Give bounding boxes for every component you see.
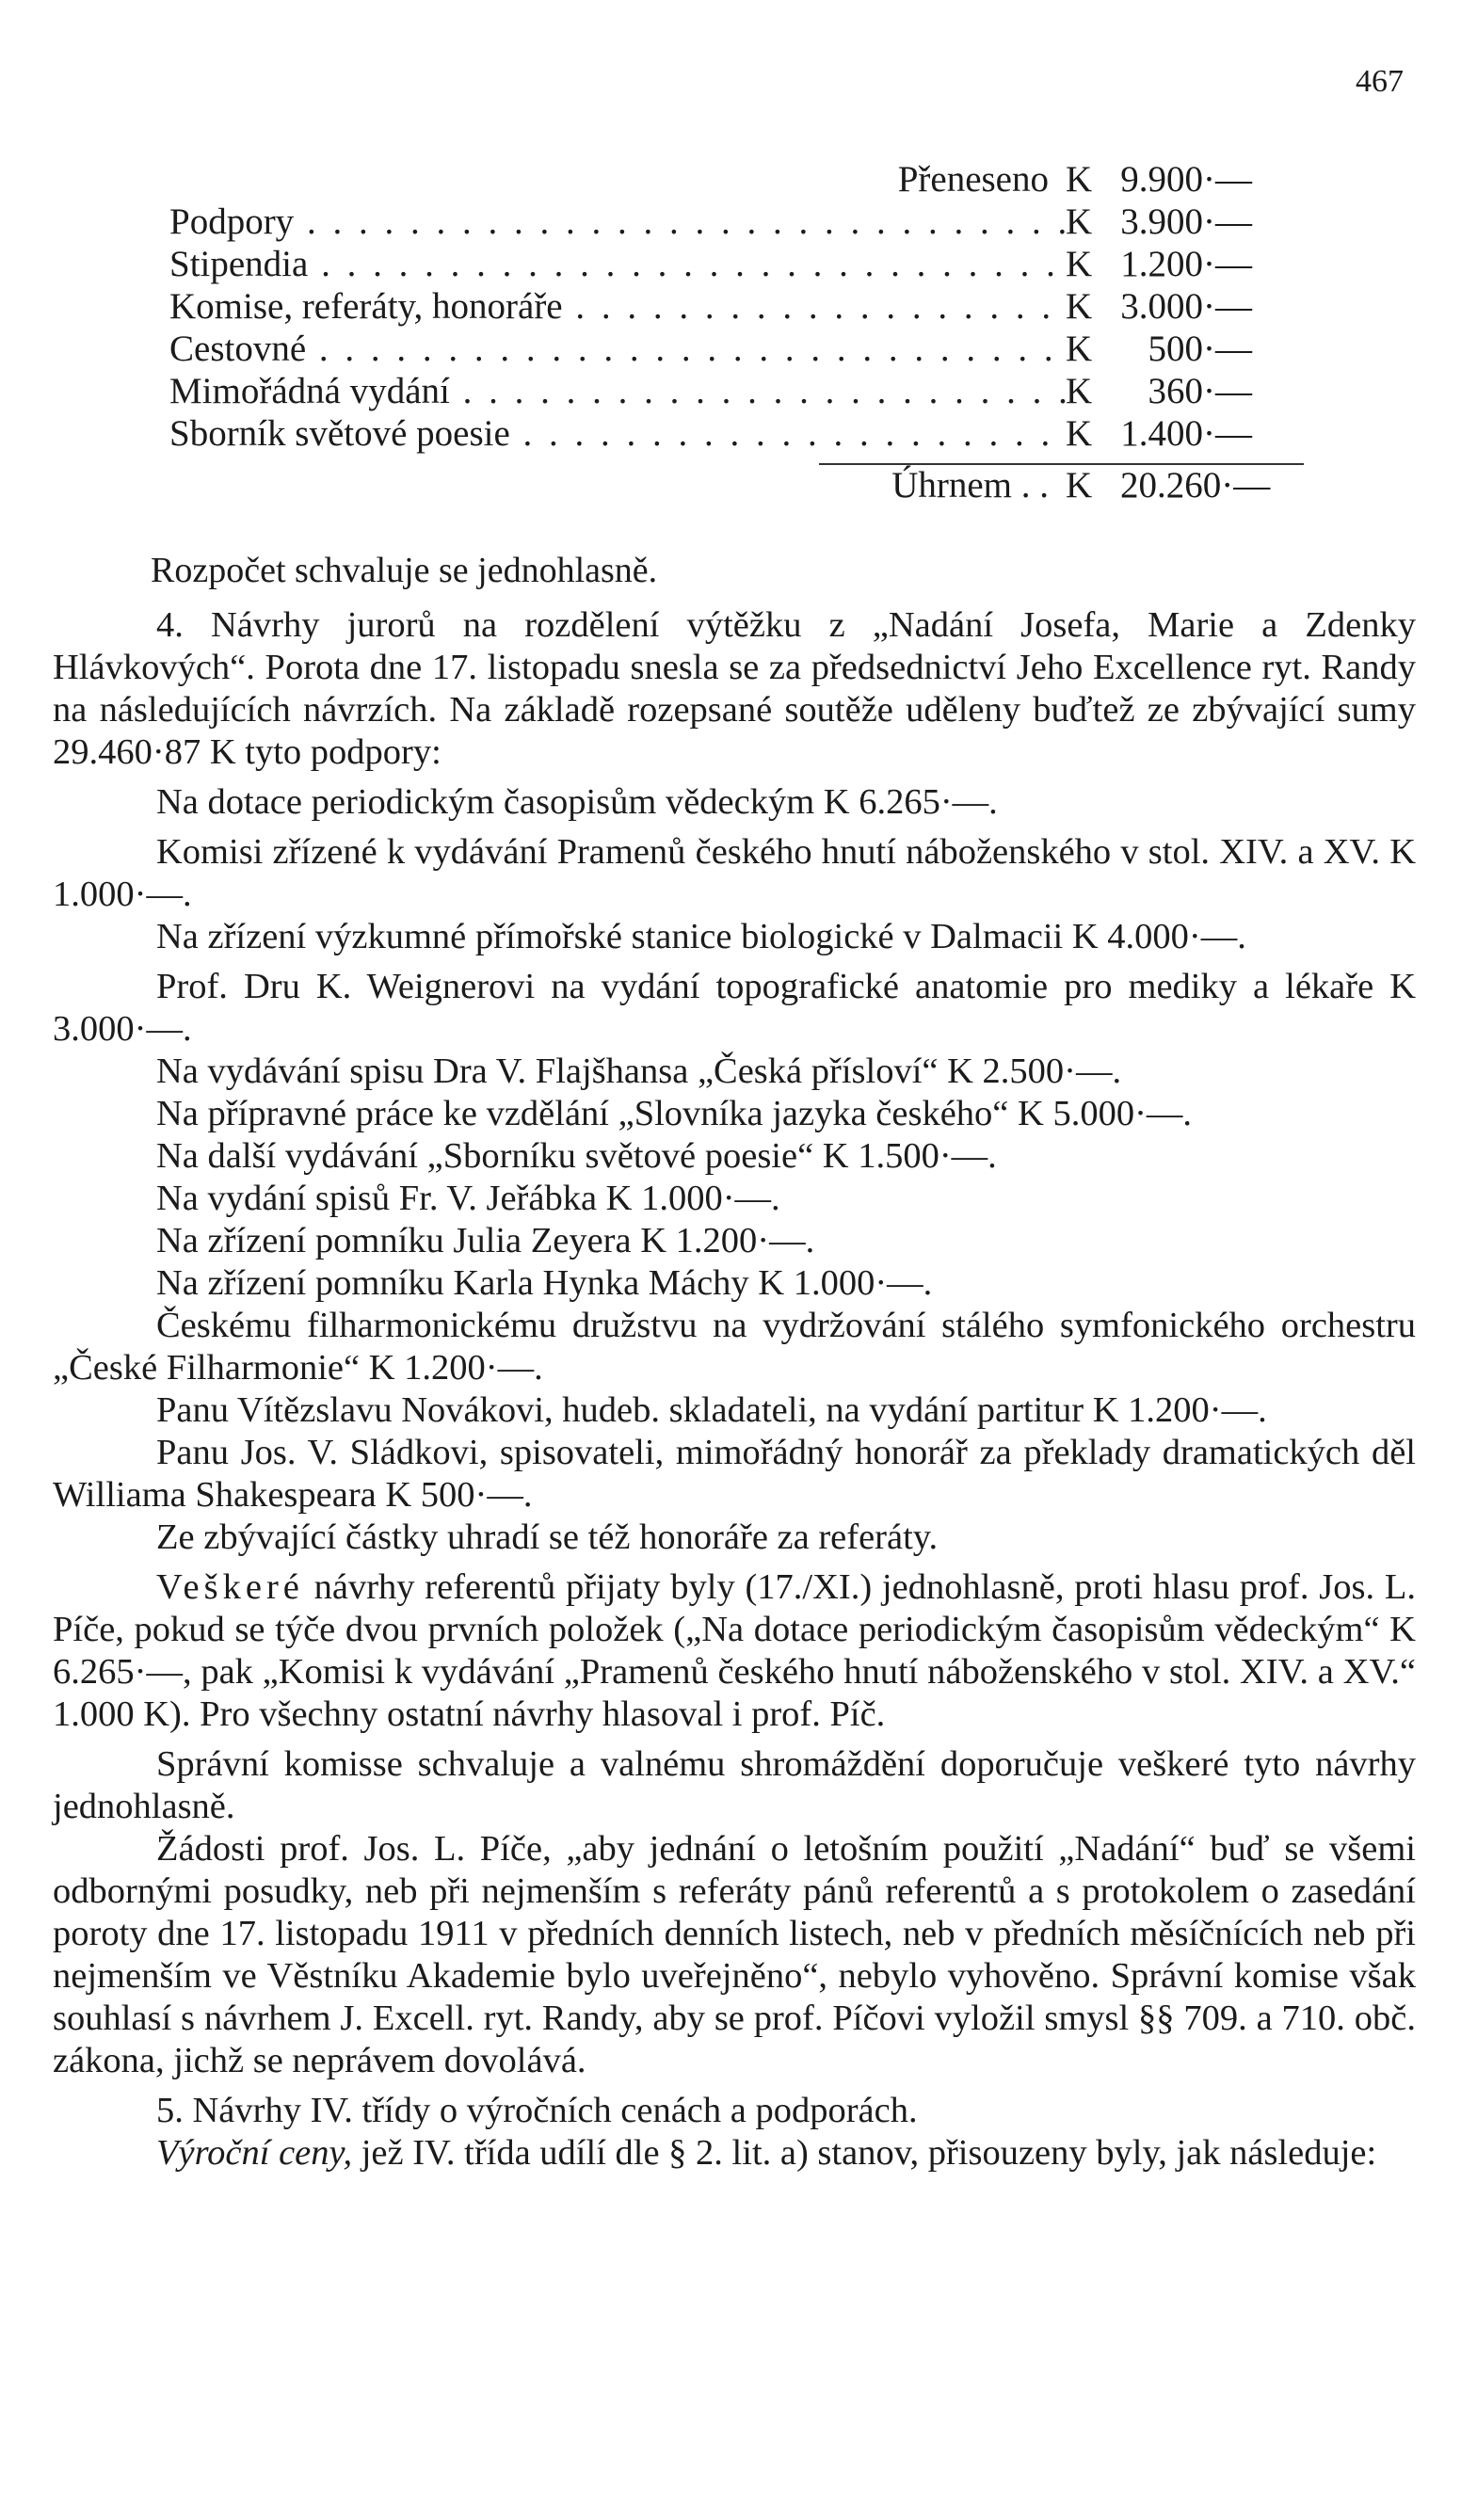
budget-amount: 3.900·—	[1120, 201, 1252, 242]
budget-row	[169, 285, 1299, 328]
grant-item: Ze zbývající částky uhradí se též honoráře za referáty.	[156, 1517, 939, 1557]
budget-amount: 1.400·—	[1120, 413, 1252, 454]
page-number: 467	[1356, 64, 1404, 99]
grant-item: Českému filharmonickému družstvu na vydržování stálého symfonického orchestru „České Filharmonie“ K 1.200·—.	[53, 1306, 1416, 1388]
vote-lead: Veškeré	[156, 1567, 304, 1607]
budget-approval: Rozpočet schvaluje se jednohlasně.	[151, 551, 658, 590]
section-5-text: jež IV. třída udílí dle § 2. lit. a) stanov, přisouzeny byly, jak následuje:	[352, 2133, 1377, 2173]
vote-text: návrhy referentů přijaty byly (17./XI.) jednohlasně, proti hlasu prof. Jos. L. Píče, pokud se týče dvou prvních položek („Na dotace periodickým časopisům vědeckým“ K 6.265·—, pak „Komisi k vydávání „Pramenů českého hnutí náboženského v stol. XIV. a XV.“ 1.000 K). Pro všechny ostatní návrhy hlasoval i prof. Píč.	[53, 1567, 1416, 1734]
vote-paragraph	[53, 1566, 1416, 1736]
grant-item: Na vydání spisů Fr. V. Jeřábka K 1.000·—.	[156, 1179, 780, 1218]
budget-currency: K	[1066, 371, 1093, 411]
budget-label: Sborník světové poesie . . .	[169, 412, 1066, 455]
grant-item: Prof. Dru K. Weignerovi na vydání topografické anatomie pro mediky a lékaře K 3.000·—.	[53, 967, 1416, 1049]
budget-row	[169, 412, 1299, 455]
grant-item: Komisi zřízené k vydávání Pramenů českého hnutí náboženského v stol. XIV. a XV. K 1.000·—.	[53, 832, 1416, 914]
budget-amount: 3.000·—	[1120, 286, 1252, 327]
budget-currency: K	[1066, 413, 1093, 454]
budget-row	[169, 328, 1299, 370]
grant-item: Na zřízení výzkumné přímořské stanice biologické v Dalmacii K 4.000·—.	[156, 917, 1246, 956]
budget-row	[169, 370, 1299, 412]
budget-amount: 360·—	[1148, 371, 1252, 411]
budget-label: Cestovné . . .	[169, 328, 1066, 370]
budget-currency: K	[1066, 465, 1093, 506]
requests-paragraph: Žádosti prof. Jos. L. Píče, „aby jednání o letošním použití „Nadání“ buď se všemi odbornými posudky, neb při nejmenším s referáty pánů referentů a s protokolem o zasedání poroty dne 17. listopadu 1911 v předních denních listech, neb v předních měsíčnících neb při nejmenším ve Věstníku Akademie bylo uveřejněno“, nebylo vyhověno. Správní komise však souhlasí s návrhem J. Excell. ryt. Randy, aby se prof. Píčovi vyložil smysl §§ 709. a 710. obč. zákona, jichž se neprávem dovolává.	[53, 1829, 1416, 2080]
budget-total-label: Úhrnem . .	[891, 465, 1049, 506]
budget-currency: K	[1066, 159, 1093, 200]
budget-total-row	[169, 464, 1299, 506]
budget-label: Mimořádná vydání . . .	[169, 370, 1066, 412]
budget-carried-row	[169, 158, 1299, 201]
grant-item: Na zřízení pomníku Karla Hynka Máchy K 1.000·—.	[156, 1263, 933, 1303]
budget-currency: K	[1066, 244, 1093, 284]
budget-currency: K	[1066, 329, 1093, 369]
section-5-heading: 5. Návrhy IV. třídy o výročních cenách a podporách.	[156, 2091, 918, 2130]
total-rule	[819, 463, 1304, 465]
budget-amount: 1.200·—	[1120, 244, 1252, 284]
grant-item: Panu Vítězslavu Novákovi, hudeb. skladateli, na vydání partitur K 1.200·—.	[156, 1390, 1267, 1430]
grant-item: Na přípravné práce ke vzdělání „Slovníka jazyka českého“ K 5.000·—.	[156, 1094, 1193, 1133]
budget-label: Komise, referáty, honoráře . . .	[169, 285, 1066, 328]
budget-row	[169, 201, 1299, 243]
budget-amount: 9.900·—	[1120, 159, 1252, 200]
section-4-intro: 4. Návrhy jurorů na rozdělení výtěžku z „Nadání Josefa, Marie a Zdenky Hlávkových“. Porota dne 17. listopadu snesla se za předsednictví Jeho Excellence ryt. Randy na následujících návrzích. Na základě rozepsané soutěže uděleny buďtež ze zbývající sumy 29.460·87 K tyto podpory:	[53, 605, 1416, 772]
section-5-paragraph	[53, 2132, 1416, 2175]
budget-label: Přeneseno	[897, 159, 1049, 200]
grant-item: Na zřízení pomníku Julia Zeyera K 1.200·—.	[156, 1221, 815, 1260]
grant-item: Na dotace periodickým časopisům vědeckým K 6.265·—.	[156, 782, 998, 822]
budget-label: Podpory . . .	[169, 201, 1066, 243]
budget-table	[169, 158, 1299, 506]
budget-currency: K	[1066, 201, 1093, 242]
budget-total-amount: 20.260·—	[1120, 465, 1271, 506]
grant-item: Na vydávání spisu Dra V. Flajšhansa „Česká přísloví“ K 2.500·—.	[156, 1051, 1122, 1091]
budget-label: Stipendia . . .	[169, 243, 1066, 285]
annual-prizes-term: Výroční ceny,	[156, 2133, 353, 2173]
grant-item: Panu Jos. V. Sládkovi, spisovateli, mimořádný honorář za překlady dramatických děl Williama Shakespeara K 500·—.	[53, 1433, 1416, 1515]
budget-currency: K	[1066, 286, 1093, 327]
commission-paragraph: Správní komisse schvaluje a valnému shromáždění doporučuje veškeré tyto návrhy jednohlasně.	[53, 1744, 1416, 1826]
budget-amount: 500·—	[1148, 329, 1252, 369]
grant-item: Na další vydávání „Sborníku světové poesie“ K 1.500·—.	[156, 1136, 997, 1176]
budget-row	[169, 243, 1299, 285]
main-text	[53, 604, 1416, 2175]
